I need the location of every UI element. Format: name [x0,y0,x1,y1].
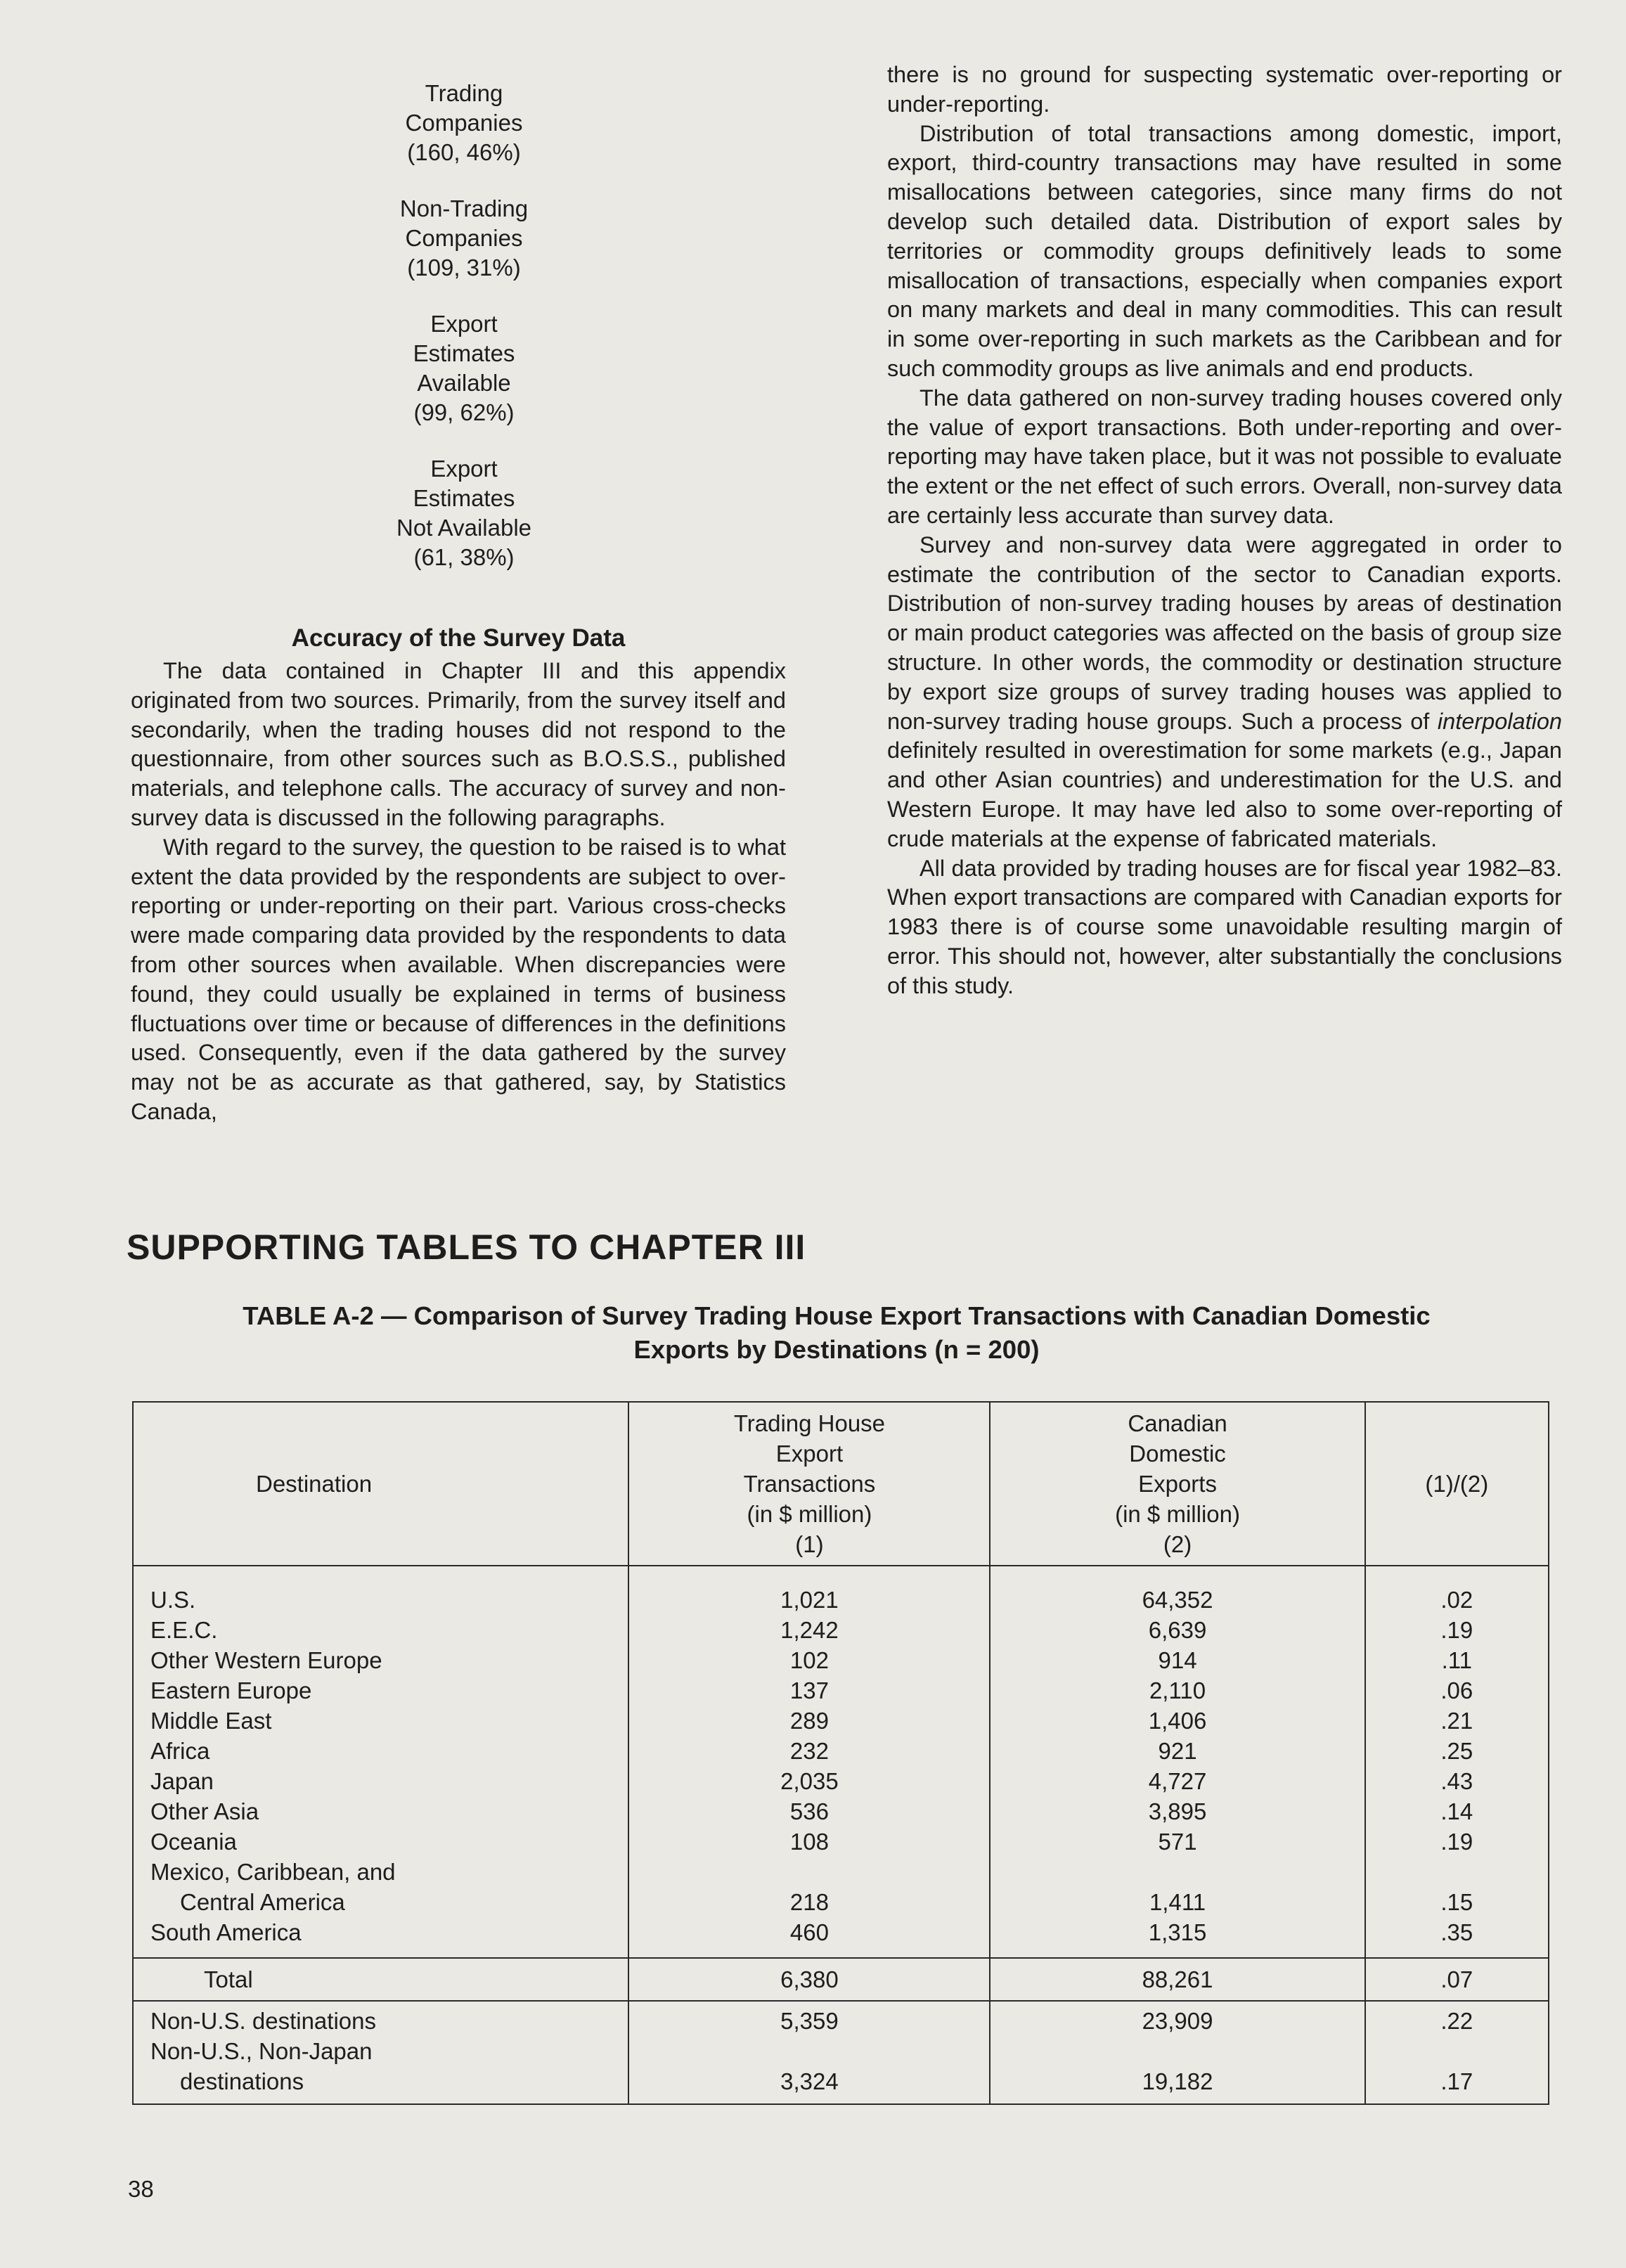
table-body-row [133,1566,1549,1958]
trading-cell: 1,021 1,242 102 137 289 232 2,035 536 108 218 460 [628,1566,990,1958]
diagram-node-estimates-not-available: Export Estimates Not Available (61, 38%) [396,456,532,570]
comparison-table [132,1401,1549,2105]
diagram-node-trading: Trading Companies (160, 46%) [405,80,523,165]
header-destination: Destination [133,1402,628,1566]
canadian-cell: 64,352 6,639 914 2,110 1,406 921 4,727 3,895 571 1,411 1,315 [990,1566,1364,1958]
header-canadian: Canadian Domestic Exports (in $ million) (2) [990,1402,1364,1566]
diagram-node-non-trading: Non-Trading Companies (109, 31%) [399,195,529,281]
destination-cell: U.S. E.E.C. Other Western Europe Eastern Europe Middle East Africa Japan Other Asia Oceania Mexico, Caribbean, and Central America South America [133,1566,628,1958]
section-heading-accuracy: Accuracy of the Survey Data [291,624,626,652]
paragraph-continued: there is no ground for suspecting systematic over-reporting or under-reporting. [887,62,1562,117]
diagram-node-estimates-available: Export Estimates Available (99, 62%) [413,311,515,425]
paragraph: The data contained in Chapter III and this appendix originated from two sources. Primarily, from the survey itself and secondarily, when the trading houses did not respond to the questionnaire, from other sources such as B.O.S.S., published materials, and telephone calls. The accuracy of survey and non-survey data is discussed in the following paragraphs. [131,658,786,830]
page-number: 38 [128,2176,154,2202]
header-ratio: (1)/(2) [1365,1402,1549,1566]
paragraph-interpolation: Survey and non-survey data were aggregated in order to estimate the contribution of the sector to Canadian exports. Distribution of non-survey trading houses by areas of destination or main product categories was affected on the basis of group size structure. In other words, the commodity or destination structure by export size groups of survey trading houses was applied to non-survey trading house groups. Such a process of interpolation definitely resulted in overestimation for some markets (e.g., Japan and other Asian countries) and underestimation for the U.S. and Western Europe. It may have led also to some over-reporting of crude materials at the expense of fabricated materials. [887,531,1562,851]
italic-term: interpolation [1437,708,1562,734]
table-header-row [133,1402,1549,1566]
left-column [131,623,786,1127]
paragraph: The data gathered on non-survey trading houses covered only the value of export transactions. Both under-reporting and over-reporting may have taken place, but it was not possible to evaluate the extent or the net effect of such errors. Overall, non-survey data are certainly less accurate than survey data. [887,385,1562,528]
right-column [887,60,1562,1001]
paragraph: All data provided by trading houses are for fiscal year 1982–83. When export transactions are compared with Canadian exports for 1983 there is of course some unavoidable resulting margin of error. This should not, however, alter substantially the conclusions of this study. [887,855,1562,998]
table-nonus-row: Non-U.S. destinations Non-U.S., Non-Japan destinations 5,359 3,324 23,909 19,182 .22 .17 [133,2001,1549,2104]
paragraph: With regard to the survey, the question to be raised is to what extent the data provided by the respondents are subject to over-reporting or under-reporting on their part. Various cross-checks were made comparing data provided by the respondents to data from other sources when available. When discrepancies were found, they could usually be explained in terms of business fluctuations over time or because of differences in the definitions used. Consequently, even if the data gathered by the survey may not be as accurate as that gathered, say, by Statistics Canada, [131,834,786,1124]
table-total-row: Total 6,380 88,261 .07 [133,1958,1549,2001]
table-title: TABLE A-2 — Comparison of Survey Trading House Export Transactions with Canadian Domestic Exports by Destinations (n = 200) [243,1301,1431,1364]
section-title: SUPPORTING TABLES TO CHAPTER III [127,1228,806,1267]
paragraph: Distribution of total transactions among domestic, import, export, third-country transactions may have resulted in some misallocations between categories, since many firms do not develop such detailed data. Distribution of export sales by territories or commodity groups definitively leads to some misallocation of transactions, especially when companies export on many markets and deal in many commodities. This can result in some over-reporting in such markets as the Caribbean and for such commodity groups as live animals and end products. [887,120,1562,381]
header-trading: Trading House Export Transactions (in $ million) (1) [628,1402,990,1566]
ratio-cell: .02 .19 .11 .06 .21 .25 .43 .14 .19 .15 .35 [1365,1566,1549,1958]
org-diagram [281,79,647,599]
